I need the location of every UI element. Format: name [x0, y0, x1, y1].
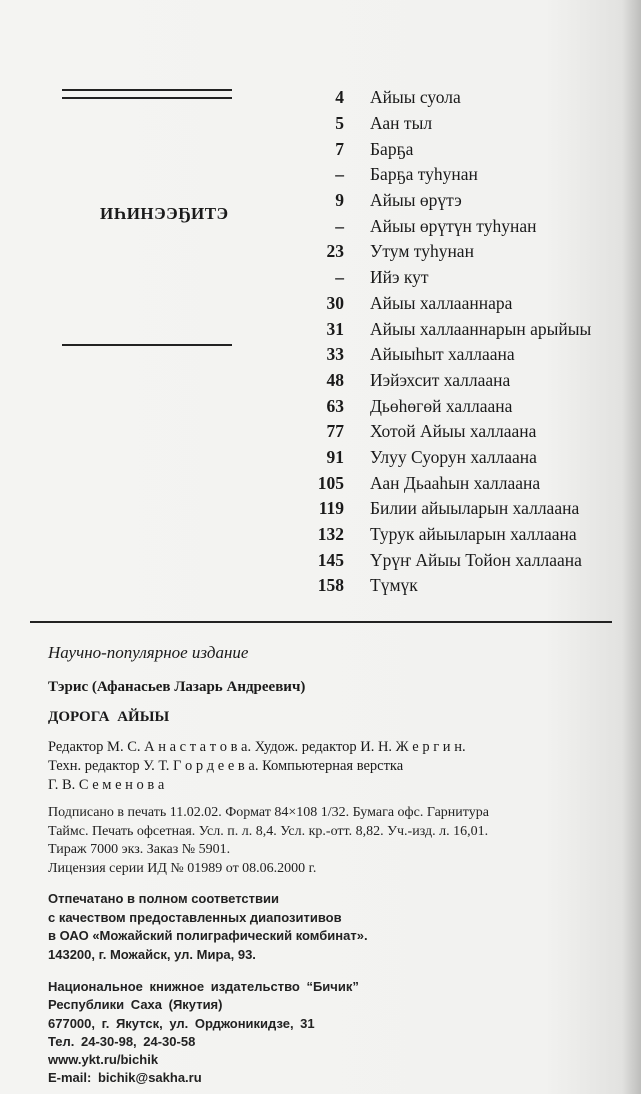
- author: Тэрис (Афанасьев Лазарь Андреевич): [48, 679, 306, 695]
- genre-label: Научно-популярное издание: [48, 643, 249, 662]
- toc-title: Аан тыл: [370, 113, 433, 134]
- toc-page-number: –: [335, 215, 344, 236]
- toc-title: Утум туһунан: [370, 241, 474, 262]
- publisher-line: Национальное книжное издательство “Бичик”: [48, 979, 359, 994]
- toc-title: Турук айыыларын халлаана: [370, 524, 577, 545]
- printer-block: [48, 890, 368, 964]
- toc-entry: [300, 522, 640, 548]
- toc-page-number: 5: [335, 113, 344, 134]
- toc-entry: [300, 393, 640, 419]
- heading-rule: [62, 344, 232, 346]
- toc-title: Айыыһыт халлаана: [370, 344, 515, 365]
- toc-page-number: 77: [326, 421, 344, 442]
- toc-page-number: –: [335, 164, 344, 185]
- toc-page-number: 91: [326, 446, 344, 467]
- toc-title: Айыы өрүтэ: [370, 190, 462, 211]
- toc-entry: [300, 111, 640, 137]
- toc-title: Айыы өрүтүн туһунан: [370, 215, 537, 236]
- toc-entry: [300, 573, 640, 599]
- toc-page-number: 9: [335, 190, 344, 211]
- toc-title: Барҕа туһунан: [370, 164, 478, 185]
- toc-page-number: 23: [326, 241, 344, 262]
- print-info-block: [48, 804, 489, 878]
- toc-page-number: –: [335, 267, 344, 288]
- publisher-line: Республики Саха (Якутия): [48, 997, 223, 1013]
- toc-title: Аан Дьааһын халлаана: [370, 472, 541, 493]
- top-rule-2: [62, 97, 232, 99]
- toc-entry: [300, 547, 640, 573]
- editors-line: Техн. редактор У. Т. Г о р д е е в а. Компьютерная верстка: [48, 758, 404, 774]
- toc-title: Ийэ кут: [370, 267, 429, 288]
- print-info-line: Лицензия серии ИД № 01989 от 08.06.2000 г.: [48, 860, 317, 876]
- toc-entry: [300, 265, 640, 291]
- toc-page-number: 63: [326, 395, 344, 416]
- toc-entry: [300, 368, 640, 394]
- toc-entry: [300, 85, 640, 111]
- toc-entry: [300, 213, 640, 239]
- toc-title: Түмүк: [370, 575, 418, 596]
- publisher-block: [48, 978, 359, 1088]
- imprint-rule: [30, 621, 612, 623]
- toc-page-number: 119: [318, 498, 344, 519]
- printer-line: в ОАО «Можайский полиграфический комбинат».: [48, 928, 368, 943]
- toc-page-number: 33: [326, 344, 344, 365]
- print-info-line: Тираж 7000 экз. Заказ № 5901.: [48, 842, 231, 857]
- toc-page-number: 105: [317, 472, 344, 493]
- toc-page-number: 48: [326, 369, 344, 390]
- toc-title: Иэйэхсит халлаана: [370, 369, 511, 390]
- printer-line: 143200, г. Можайск, ул. Мира, 93.: [48, 946, 256, 962]
- toc-entry: [300, 342, 640, 368]
- book-title: ДОРОГА АЙЫЫ: [48, 709, 170, 725]
- publisher-line: 677000, г. Якутск, ул. Орджоникидзе, 31: [48, 1015, 315, 1031]
- publisher-email: E-mail: bichik@sakha.ru: [48, 1070, 202, 1086]
- toc-page-number: 4: [335, 87, 344, 108]
- toc-title: Дьөһөгөй халлаана: [370, 395, 513, 416]
- contents-heading: ИҺИНЭЭҔИТЭ: [100, 204, 229, 223]
- editors-line: Г. В. С е м е н о в а: [48, 777, 165, 793]
- toc-entry: [300, 239, 640, 265]
- toc-title: Хотой Айыы халлаана: [370, 421, 537, 442]
- toc-page-number: 7: [335, 138, 344, 159]
- toc-page-number: 132: [317, 524, 344, 545]
- toc-entry: [300, 188, 640, 214]
- toc-title: Улуу Суорун халлаана: [370, 446, 537, 467]
- print-info-line: Подписано в печать 11.02.02. Формат 84×108 1/32. Бумага офс. Гарнитура: [48, 805, 489, 820]
- toc-entry: [300, 419, 640, 445]
- print-info-line: Таймс. Печать офсетная. Усл. п. л. 8,4. Усл. кр.-отт. 8,82. Уч.-изд. л. 16,01.: [48, 823, 489, 839]
- toc-title: Айыы суола: [370, 87, 461, 108]
- toc-entry: [300, 496, 640, 522]
- toc-page-number: 30: [326, 292, 344, 313]
- printer-line: Отпечатано в полном соответствии: [48, 891, 279, 906]
- toc-entry: [300, 136, 640, 162]
- publisher-website: www.ykt.ru/bichik: [48, 1052, 159, 1068]
- toc-entry: [300, 316, 640, 342]
- toc-page-number: 145: [317, 549, 344, 570]
- toc-title: Үрүҥ Айыы Тойон халлаана: [370, 549, 582, 570]
- toc-page-number: 31: [326, 318, 344, 339]
- toc-entry: [300, 291, 640, 317]
- toc-title: Билии айыыларын халлаана: [370, 498, 580, 519]
- toc-entry: [300, 470, 640, 496]
- toc-title: Айыы халлааннара: [370, 292, 513, 313]
- toc-page-number: 158: [317, 575, 344, 596]
- toc-title: Айыы халлааннарын арыйыы: [370, 318, 592, 339]
- table-of-contents: [300, 85, 640, 599]
- editors-line: Редактор М. С. А н а с т а т о в а. Худож. редактор И. Н. Ж е р г и н.: [48, 739, 466, 755]
- publisher-line: Тел. 24-30-98, 24-30-58: [48, 1033, 196, 1049]
- toc-entry: [300, 162, 640, 188]
- editors-block: [48, 738, 466, 795]
- printer-line: с качеством предоставленных диапозитивов: [48, 909, 342, 925]
- toc-title: Барҕа: [370, 138, 414, 159]
- top-rule-1: [62, 89, 232, 91]
- toc-entry: [300, 445, 640, 471]
